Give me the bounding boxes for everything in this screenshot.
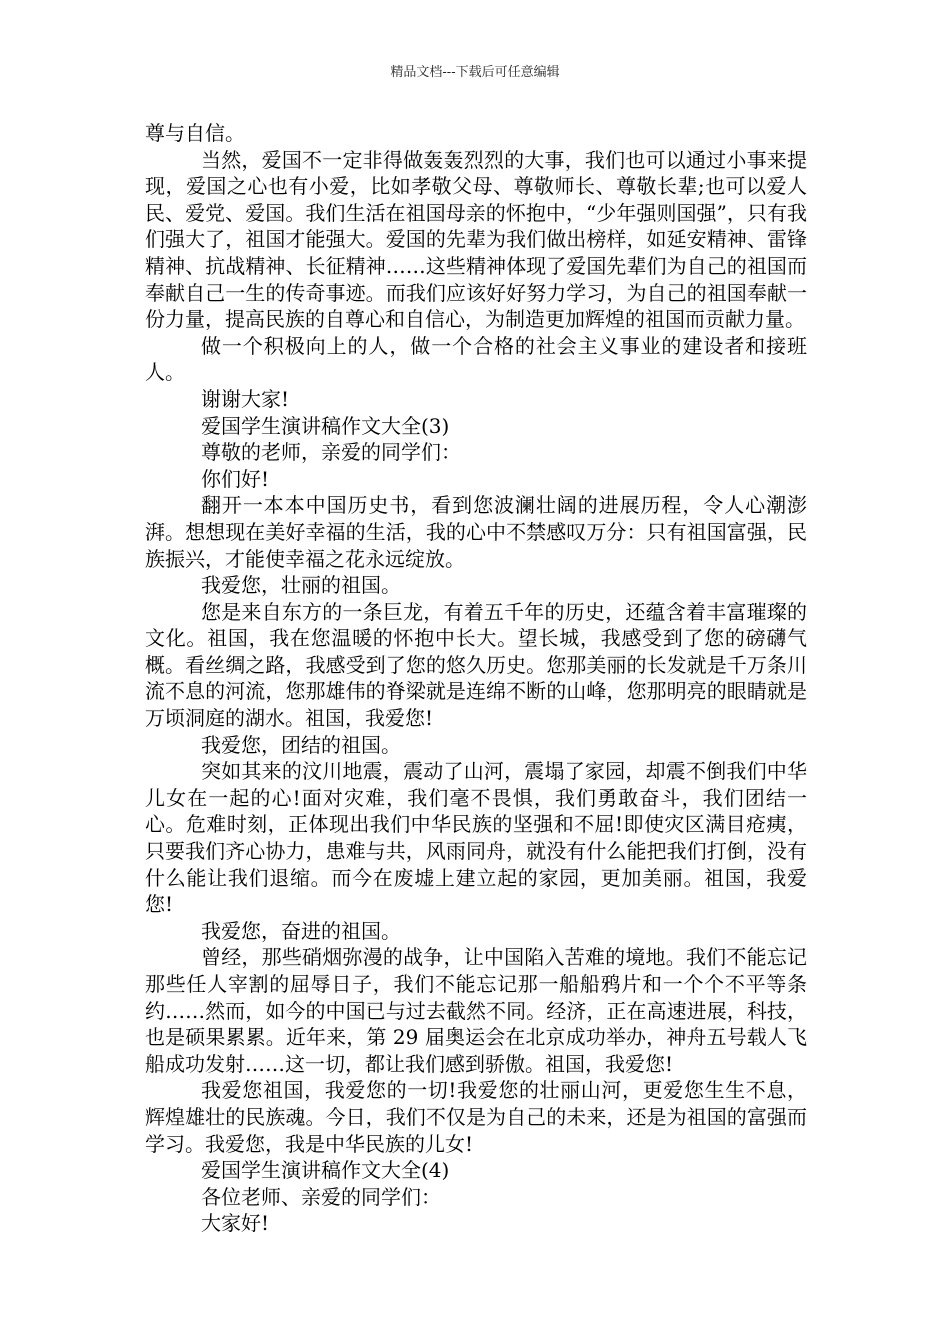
greeting: 大家好! <box>201 1211 270 1236</box>
salutation: 尊敬的老师，亲爱的同学们： <box>201 440 461 465</box>
paragraph: 尊与自信。 <box>145 121 245 145</box>
paragraph: 当然，爱国不一定非得做轰轰烈烈的大事，我们也可以通过小事来提现，爱国之心也有小爱，比如孝敬父母、尊敬师长、尊敬长辈;也可以爱人民、爱党、爱国。我们生活在祖国母亲的怀抱中，“少年强则国强”，只有我们强大了，祖国才能强大。爱国的先辈为我们做出榜样，如延安精神、雷锋精神、抗战精神、长征精神……这些精神体现了爱国先辈们为自己的祖国而奉献自己一生的传奇事迹。而我们应该好好努力学习，为自己的祖国奉献一份力量，提高民族的自尊心和自信心，为制造更加辉煌的祖国而贡献力量。 <box>145 147 807 332</box>
paragraph: 谢谢大家! <box>201 386 290 411</box>
paragraph: 我爱您，团结的祖国。 <box>201 732 401 757</box>
greeting: 你们好! <box>201 466 270 491</box>
paragraph: 我爱您，壮丽的祖国。 <box>201 573 401 598</box>
section-title: 爱国学生演讲稿作文大全(3) <box>201 413 450 438</box>
section-title: 爱国学生演讲稿作文大全(4) <box>201 1158 450 1183</box>
paragraph: 翻开一本本中国历史书，看到您波澜壮阔的进展历程，令人心潮澎湃。想想现在美好幸福的生活，我的心中不禁感叹万分：只有祖国富强，民族振兴，才能使幸福之花永远绽放。 <box>145 493 807 571</box>
paragraph: 我爱您，奋进的祖国。 <box>201 918 401 943</box>
paragraph: 曾经，那些硝烟弥漫的战争，让中国陷入苦难的境地。我们不能忘记那些任人宰割的屈辱日子，我们不能忘记那一船船鸦片和一个个不平等条约……然而，如今的中国已与过去截然不同。经济，正在高速进展，科技，也是硕果累累。近年来，第 29 届奥运会在北京成功举办，神舟五号载人飞船成功发射……这一切，都让我们感到骄傲。祖国，我爱您! <box>145 945 807 1076</box>
paragraph: 突如其来的汶川地震，震动了山河，震塌了家园，却震不倒我们中华儿女在一起的心!面对灾难，我们毫不畏惧，我们勇敢奋斗，我们团结一心。危难时刻，正体现出我们中华民族的坚强和不屈!即使灾区满目疮痍，只要我们齐心协力，患难与共，风雨同舟，就没有什么能把我们打倒，没有什么能让我们退缩。而今在废墟上建立起的家园，更加美丽。祖国，我爱您! <box>145 759 807 917</box>
page-header: 精品文档---下载后可任意编辑 <box>390 65 560 80</box>
paragraph: 我爱您祖国，我爱您的一切!我爱您的壮丽山河，更爱您生生不息，辉煌雄壮的民族魂。今日，我们不仅是为自己的未来，还是为祖国的富强而学习。我爱您，我是中华民族的儿女! <box>145 1078 807 1156</box>
paragraph: 做一个积极向上的人，做一个合格的社会主义事业的建设者和接班人。 <box>145 333 807 385</box>
paragraph: 您是来自东方的一条巨龙，有着五千年的历史，还蕴含着丰富璀璨的文化。祖国，我在您温暖的怀抱中长大。望长城，我感受到了您的磅礴气概。看丝绸之路，我感受到了您的悠久历史。您那美丽的长发就是千万条川流不息的河流，您那雄伟的脊梁就是连绵不断的山峰，您那明亮的眼睛就是万顷洞庭的湖水。祖国，我爱您! <box>145 599 807 731</box>
document-body <box>145 120 807 1237</box>
salutation: 各位老师、亲爱的同学们： <box>201 1184 441 1209</box>
